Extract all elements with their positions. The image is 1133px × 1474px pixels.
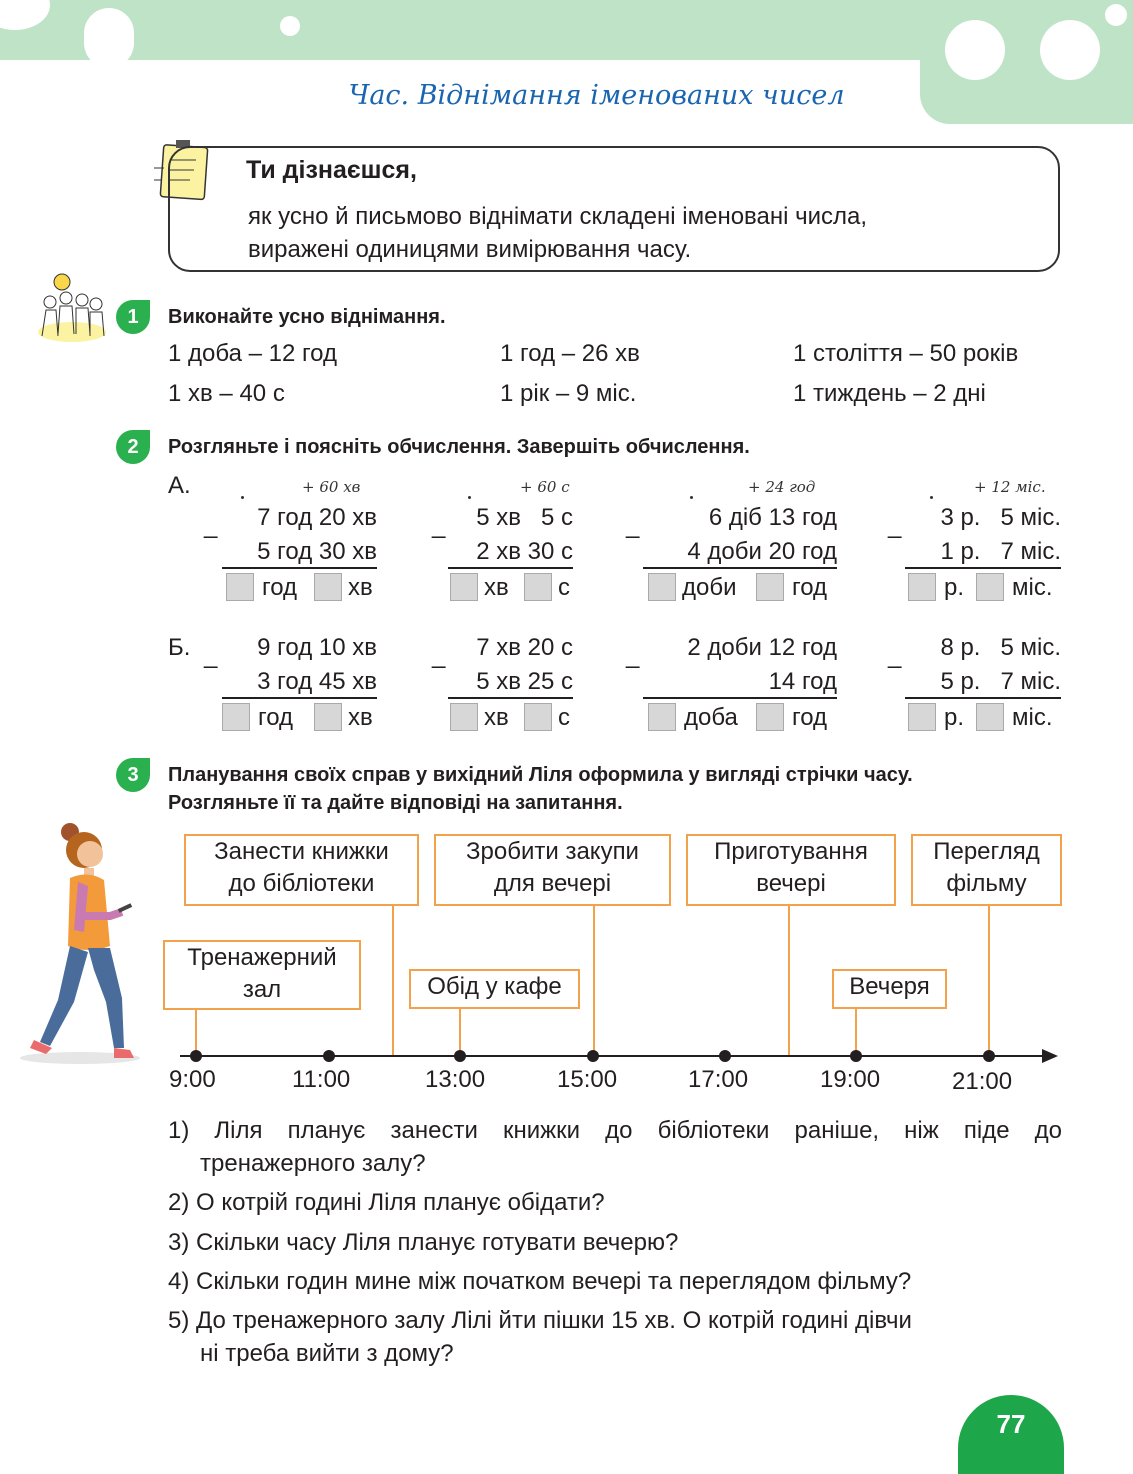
answer-box[interactable] xyxy=(226,573,254,601)
question-line: ні треба вийти з дому? xyxy=(200,1340,454,1367)
borrow-hint: + 24 год xyxy=(748,478,816,496)
answer-box[interactable] xyxy=(314,573,342,601)
time-label: 11:00 xyxy=(292,1066,351,1093)
expression: 1 год – 26 хв xyxy=(500,340,640,367)
borrow-hint: + 60 с xyxy=(520,478,570,496)
timeline-event-lunch xyxy=(409,969,580,1009)
borrow-dot xyxy=(468,496,471,499)
answer-box[interactable] xyxy=(976,573,1004,601)
sum-line xyxy=(222,697,377,699)
girl-illustration xyxy=(18,820,148,1070)
timeline-event-gym xyxy=(163,940,361,1010)
connector-line xyxy=(593,906,595,1056)
connector-line xyxy=(392,906,394,1056)
subtrahend: 3 год 45 хв xyxy=(257,668,377,695)
expression: 1 хв – 40 с xyxy=(168,380,285,407)
expression: 1 тиждень – 2 дні xyxy=(793,380,986,407)
answer-box[interactable] xyxy=(756,703,784,731)
event-label: Перегляд xyxy=(933,838,1040,865)
row-label-b: Б. xyxy=(168,634,191,661)
decor-bubble xyxy=(84,8,134,68)
unit-label: год xyxy=(792,704,828,731)
task-heading: Розгляньте її та дайте відповіді на запитання. xyxy=(168,792,623,814)
borrow-hint: + 12 міс. xyxy=(974,478,1046,496)
learn-line: як усно й письмово віднімати складені іменовані числа, xyxy=(248,203,868,230)
subtrahend: 5 год 30 хв xyxy=(257,538,377,565)
timeline-event-shopping xyxy=(434,834,671,906)
unit-label: міс. xyxy=(1012,704,1053,731)
timeline-tick xyxy=(983,1050,995,1062)
answer-box[interactable] xyxy=(908,573,936,601)
time-label: 9:00 xyxy=(169,1066,216,1093)
subtrahend: 5 р. 7 міс. xyxy=(940,668,1061,695)
event-label: Вечеря xyxy=(849,973,930,1000)
unit-label: міс. xyxy=(1012,574,1053,601)
expression: 1 доба – 12 год xyxy=(168,340,338,367)
sum-line xyxy=(905,567,1061,569)
page-number: 77 xyxy=(958,1395,1064,1474)
event-label: фільму xyxy=(946,870,1027,897)
borrow-dot xyxy=(690,496,693,499)
unit-label: год xyxy=(792,574,828,601)
timeline-tick xyxy=(719,1050,731,1062)
unit-label: р. xyxy=(944,704,965,731)
row-label-a: А. xyxy=(168,472,191,499)
borrow-hint: + 60 хв xyxy=(302,478,361,496)
answer-box[interactable] xyxy=(648,573,676,601)
task-number-badge: 3 xyxy=(116,758,150,792)
question xyxy=(168,1114,1062,1180)
event-label: Тренажерний xyxy=(187,944,337,971)
timeline-event-library xyxy=(184,834,419,906)
unit-label: хв xyxy=(484,574,509,601)
event-label: Обід у кафе xyxy=(427,973,562,1000)
question-line: тренажерного залу? xyxy=(200,1150,426,1177)
group-work-icon xyxy=(36,270,108,351)
sum-line xyxy=(448,697,573,699)
timeline-tick xyxy=(190,1050,202,1062)
minuend: 7 хв 20 с xyxy=(476,634,573,661)
unit-label: с xyxy=(558,574,570,601)
minus-sign: _ xyxy=(888,512,902,539)
event-label: до бібліотеки xyxy=(228,870,375,897)
learn-line: виражені одиницями вимірювання часу. xyxy=(248,236,692,263)
answer-box[interactable] xyxy=(450,703,478,731)
minuend: 3 р. 5 міс. xyxy=(940,504,1061,531)
connector-line xyxy=(988,906,990,1056)
question-line: 5) До тренажерного залу Лілі йти пішки 15 хв. О котрій годині дівчи xyxy=(168,1307,912,1334)
time-label: 15:00 xyxy=(557,1066,618,1093)
unit-label: доби xyxy=(682,574,737,601)
sum-line xyxy=(222,567,377,569)
timeline-tick xyxy=(454,1050,466,1062)
unit-label: доба xyxy=(684,704,738,731)
sum-line xyxy=(643,697,837,699)
page-title: Час. Віднімання іменованих чисел xyxy=(348,80,845,111)
timeline-event-movie xyxy=(911,834,1062,906)
expression: 1 рік – 9 міс. xyxy=(500,380,637,407)
minuend: 2 доби 12 год xyxy=(687,634,837,661)
decor-bubble xyxy=(945,20,1005,80)
decor-bubble xyxy=(1105,4,1127,26)
unit-label: хв xyxy=(348,704,373,731)
minus-sign: _ xyxy=(432,512,446,539)
task-heading: Виконайте усно віднімання. xyxy=(168,306,446,328)
answer-box[interactable] xyxy=(756,573,784,601)
question: 4) Скільки годин мине між початком вечері та переглядом фільму? xyxy=(168,1268,912,1295)
subtrahend: 1 р. 7 міс. xyxy=(940,538,1061,565)
minuend: 9 год 10 хв xyxy=(257,634,377,661)
question: 3) Скільки часу Ліля планує готувати вечерю? xyxy=(168,1229,679,1256)
subtrahend: 14 год xyxy=(768,668,837,695)
task-heading: Розгляньте і поясніть обчислення. Завершіть обчислення. xyxy=(168,436,750,458)
borrow-dot xyxy=(930,496,933,499)
subtrahend: 5 хв 25 с xyxy=(476,668,573,695)
time-label: 13:00 xyxy=(425,1066,486,1093)
minuend: 7 год 20 хв xyxy=(257,504,377,531)
minuend: 6 діб 13 год xyxy=(708,504,837,531)
task-number-badge: 2 xyxy=(116,430,150,464)
sum-line xyxy=(905,697,1061,699)
answer-box[interactable] xyxy=(222,703,250,731)
minus-sign: _ xyxy=(888,642,902,669)
event-label: Приготування xyxy=(714,838,868,865)
sum-line xyxy=(448,567,573,569)
unit-label: год xyxy=(262,574,298,601)
answer-box[interactable] xyxy=(314,703,342,731)
unit-label: хв xyxy=(484,704,509,731)
unit-label: хв xyxy=(348,574,373,601)
timeline-tick xyxy=(587,1050,599,1062)
borrow-dot xyxy=(241,496,244,499)
subtrahend: 2 хв 30 с xyxy=(476,538,573,565)
event-label: зал xyxy=(242,976,282,1003)
expression: 1 століття – 50 років xyxy=(793,340,1019,367)
minus-sign: _ xyxy=(626,642,640,669)
learn-text xyxy=(248,200,867,266)
answer-box[interactable] xyxy=(976,703,1004,731)
answer-box[interactable] xyxy=(450,573,478,601)
event-label: Занести книжки xyxy=(214,838,389,865)
learn-heading: Ти дізнаєшся, xyxy=(246,156,417,184)
minus-sign: _ xyxy=(432,642,446,669)
unit-label: р. xyxy=(944,574,965,601)
minus-sign: _ xyxy=(626,512,640,539)
event-label: вечері xyxy=(756,870,826,897)
task-heading: Планування своїх справ у вихідний Ліля оформила у вигляді стрічки часу. xyxy=(168,764,913,786)
timeline-event-cooking xyxy=(686,834,896,906)
time-label: 17:00 xyxy=(688,1066,749,1093)
unit-label: с xyxy=(558,704,570,731)
task-number-badge: 1 xyxy=(116,300,150,334)
unit-label: год xyxy=(258,704,294,731)
answer-box[interactable] xyxy=(524,703,552,731)
time-label: 21:00 xyxy=(952,1068,1013,1095)
decor-bubble xyxy=(280,16,300,36)
question xyxy=(168,1304,1062,1370)
timeline-event-dinner xyxy=(832,969,947,1009)
minuend: 8 р. 5 міс. xyxy=(940,634,1061,661)
minus-sign: _ xyxy=(204,642,218,669)
minuend: 5 хв 5 с xyxy=(476,504,573,531)
timeline-tick xyxy=(850,1050,862,1062)
minus-sign: _ xyxy=(204,512,218,539)
event-label: Зробити закупи xyxy=(466,838,639,865)
connector-line xyxy=(788,906,790,1056)
time-label: 19:00 xyxy=(820,1066,881,1093)
decor-bubble xyxy=(1040,20,1100,80)
sum-line xyxy=(643,567,837,569)
timeline-tick xyxy=(323,1050,335,1062)
event-label: для вечері xyxy=(493,870,612,897)
answer-box[interactable] xyxy=(524,573,552,601)
answer-box[interactable] xyxy=(648,703,676,731)
question-line: 1) Ліля планує занести книжки до бібліотеки раніше, ніж піде до xyxy=(168,1117,1062,1144)
question: 2) О котрій годині Ліля планує обідати? xyxy=(168,1189,605,1216)
subtrahend: 4 доби 20 год xyxy=(687,538,837,565)
answer-box[interactable] xyxy=(908,703,936,731)
